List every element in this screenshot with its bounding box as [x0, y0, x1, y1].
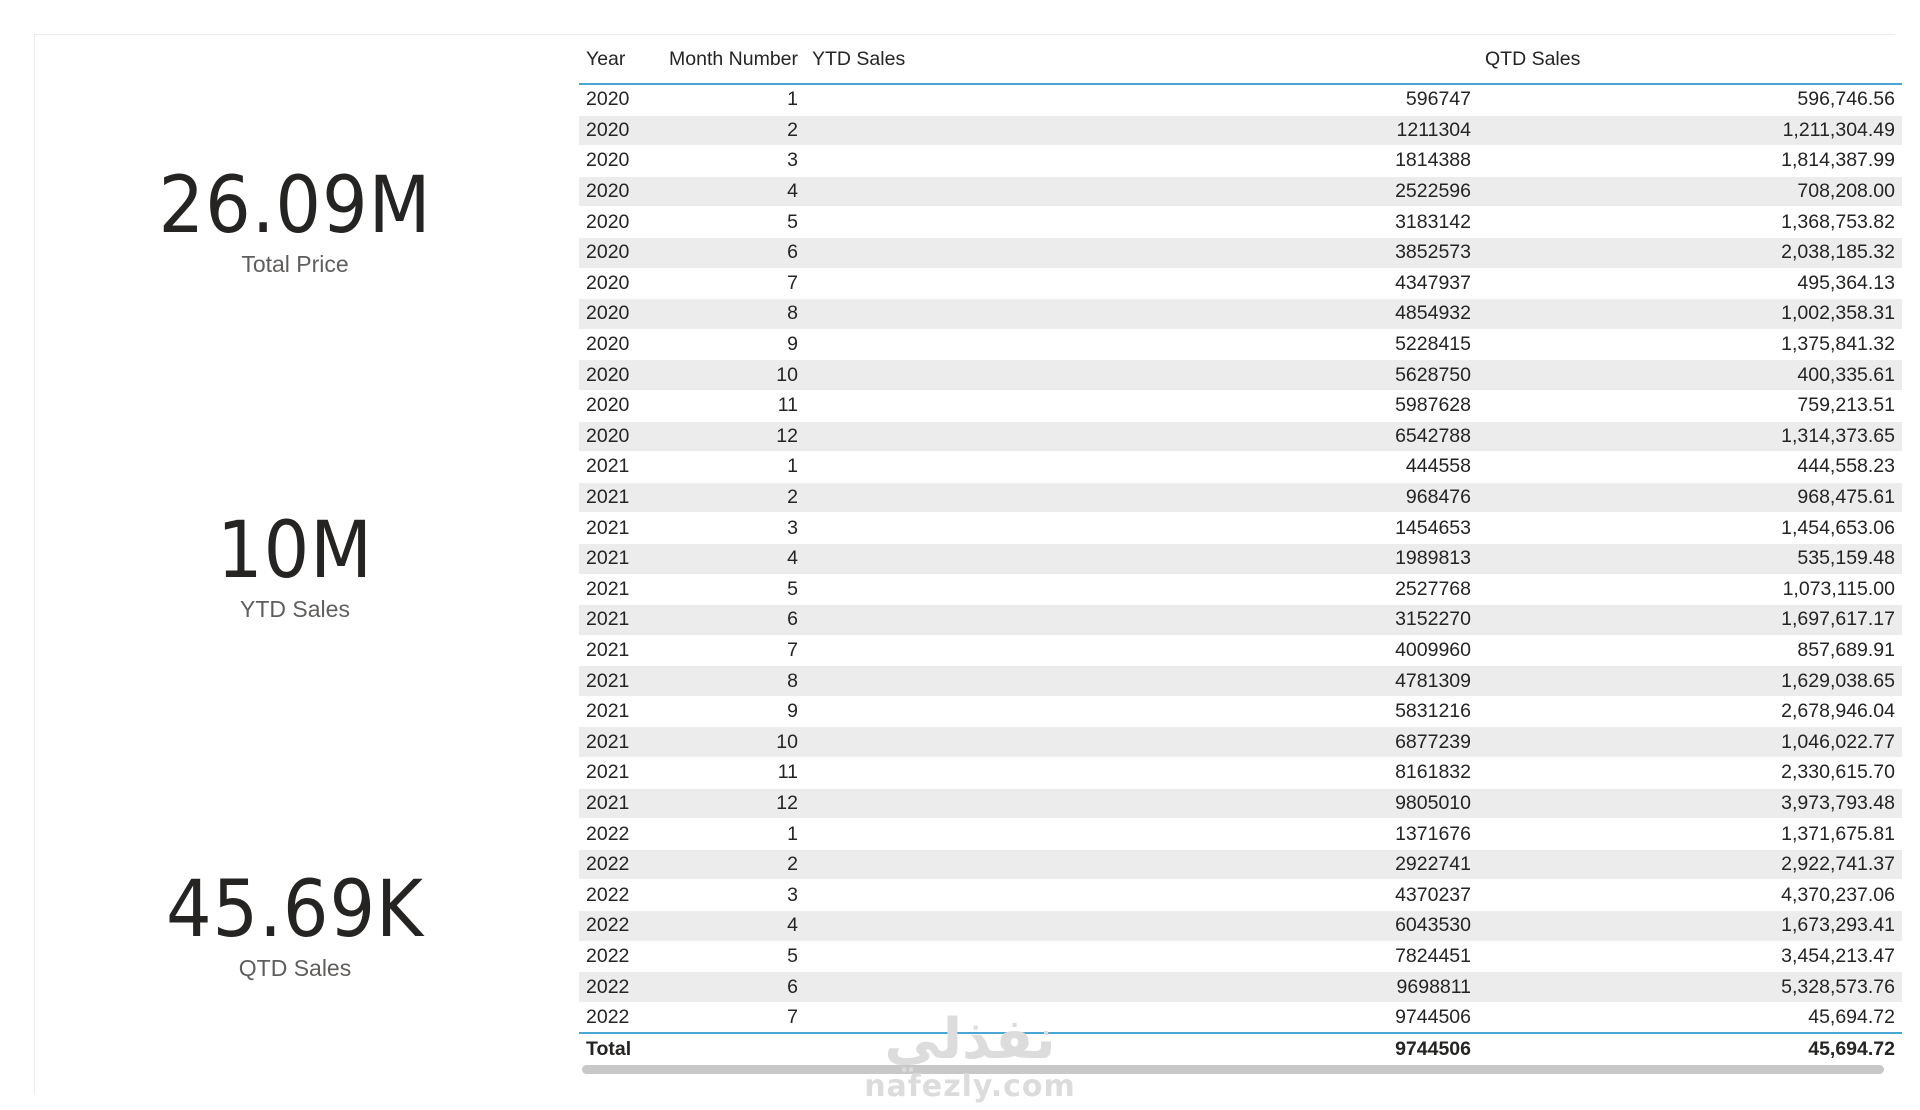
table-row[interactable] — [579, 880, 1902, 911]
table-row[interactable] — [579, 268, 1902, 299]
cell-month-number: 10 — [655, 360, 805, 391]
cell-year: 2022 — [579, 880, 655, 911]
kpi-label: QTD Sales — [238, 955, 352, 981]
table-row[interactable] — [579, 390, 1902, 421]
cell-month-number: 1 — [655, 452, 805, 483]
cell-year: 2020 — [579, 115, 655, 146]
cell-ytd-sales: 5628750 — [805, 360, 1478, 391]
cell-month-number: 5 — [655, 574, 805, 605]
table-row[interactable] — [579, 849, 1902, 880]
cell-ytd-sales: 9698811 — [805, 972, 1478, 1003]
table-row[interactable] — [579, 452, 1902, 483]
table-row[interactable] — [579, 482, 1902, 513]
cell-year: 2021 — [579, 482, 655, 513]
table-row[interactable] — [579, 758, 1902, 789]
cell-year: 2020 — [579, 421, 655, 452]
column-header-month-number[interactable]: Month Number — [655, 35, 805, 84]
kpi-value: 45.69K — [165, 865, 425, 955]
cell-month-number: 4 — [655, 543, 805, 574]
cell-month-number: 5 — [655, 207, 805, 238]
cell-qtd-sales: 2,922,741.37 — [1478, 849, 1902, 880]
cell-qtd-sales: 1,454,653.06 — [1478, 513, 1902, 544]
cell-qtd-sales: 1,673,293.41 — [1478, 911, 1902, 942]
cell-year: 2020 — [579, 176, 655, 207]
cell-qtd-sales: 1,046,022.77 — [1478, 727, 1902, 758]
cell-ytd-sales: 4370237 — [805, 880, 1478, 911]
cell-qtd-sales: 1,002,358.31 — [1478, 299, 1902, 330]
cell-month-number: 1 — [655, 84, 805, 115]
watermark-arabic: نفذلي — [884, 1007, 1056, 1072]
cell-ytd-sales: 9744506 — [805, 1002, 1478, 1033]
cell-qtd-sales: 857,689.91 — [1478, 635, 1902, 666]
cell-year: 2022 — [579, 1002, 655, 1033]
cell-ytd-sales: 5228415 — [805, 329, 1478, 360]
cell-month-number: 7 — [655, 635, 805, 666]
kpi-card-total-price[interactable] — [35, 163, 555, 278]
kpi-value: 26.09M — [158, 161, 432, 251]
cell-year: 2021 — [579, 543, 655, 574]
cell-year: 2022 — [579, 819, 655, 850]
cell-qtd-sales: 2,678,946.04 — [1478, 696, 1902, 727]
cell-qtd-sales: 1,375,841.32 — [1478, 329, 1902, 360]
cell-ytd-sales: 8161832 — [805, 758, 1478, 789]
sales-table-visual[interactable] — [555, 34, 1895, 1075]
column-header-qtd-sales-label: QTD Sales — [1485, 47, 1581, 70]
cell-ytd-sales: 9805010 — [805, 788, 1478, 819]
cell-qtd-sales: 535,159.48 — [1478, 543, 1902, 574]
cell-month-number: 9 — [655, 329, 805, 360]
cell-month-number: 8 — [655, 299, 805, 330]
cell-ytd-sales: 444558 — [805, 452, 1478, 483]
cell-qtd-sales: 3,454,213.47 — [1478, 941, 1902, 972]
cell-month-number: 7 — [655, 268, 805, 299]
table-row[interactable] — [579, 513, 1902, 544]
watermark-latin: nafezly.com — [864, 1069, 1076, 1104]
table-row[interactable] — [579, 666, 1902, 697]
cell-year: 2020 — [579, 299, 655, 330]
cell-month-number: 11 — [655, 758, 805, 789]
cell-ytd-sales: 5831216 — [805, 696, 1478, 727]
cell-ytd-sales: 2922741 — [805, 849, 1478, 880]
cell-month-number: 7 — [655, 1002, 805, 1033]
cell-year: 2020 — [579, 207, 655, 238]
cell-year: 2021 — [579, 788, 655, 819]
column-header-year[interactable]: Year — [579, 35, 655, 84]
cell-year: 2021 — [579, 758, 655, 789]
cell-year: 2021 — [579, 635, 655, 666]
cell-qtd-sales: 1,314,373.65 — [1478, 421, 1902, 452]
kpi-panel — [34, 34, 555, 1095]
cell-year: 2021 — [579, 696, 655, 727]
cell-ytd-sales: 3852573 — [805, 237, 1478, 268]
column-header-ytd-sales[interactable]: YTD Sales — [805, 35, 1478, 84]
header-row — [579, 35, 1902, 84]
cell-ytd-sales: 1814388 — [805, 146, 1478, 177]
cell-qtd-sales: 4,370,237.06 — [1478, 880, 1902, 911]
cell-year: 2021 — [579, 452, 655, 483]
cell-ytd-sales: 5987628 — [805, 390, 1478, 421]
cell-month-number: 2 — [655, 849, 805, 880]
cell-ytd-sales: 1211304 — [805, 115, 1478, 146]
table-row[interactable] — [579, 237, 1902, 268]
total-label: Total — [579, 1033, 655, 1065]
cell-qtd-sales: 5,328,573.76 — [1478, 972, 1902, 1003]
cell-ytd-sales: 596747 — [805, 84, 1478, 115]
cell-ytd-sales: 4781309 — [805, 666, 1478, 697]
cell-year: 2022 — [579, 972, 655, 1003]
table-row[interactable] — [579, 605, 1902, 636]
cell-qtd-sales: 495,364.13 — [1478, 268, 1902, 299]
cell-month-number: 9 — [655, 696, 805, 727]
table-row[interactable] — [579, 727, 1902, 758]
cell-qtd-sales: 1,629,038.65 — [1478, 666, 1902, 697]
cell-month-number: 6 — [655, 237, 805, 268]
cell-qtd-sales: 708,208.00 — [1478, 176, 1902, 207]
cell-ytd-sales: 1989813 — [805, 543, 1478, 574]
table-row[interactable] — [579, 696, 1902, 727]
horizontal-scrollbar[interactable] — [582, 1065, 1884, 1074]
cell-month-number: 6 — [655, 972, 805, 1003]
cell-ytd-sales: 3152270 — [805, 605, 1478, 636]
cell-qtd-sales: 3,973,793.48 — [1478, 788, 1902, 819]
cell-ytd-sales: 3183142 — [805, 207, 1478, 238]
cell-ytd-sales: 2527768 — [805, 574, 1478, 605]
sales-table — [579, 35, 1902, 1065]
table-row[interactable] — [579, 972, 1902, 1003]
table-row[interactable] — [579, 84, 1902, 115]
table-row[interactable] — [579, 788, 1902, 819]
cell-ytd-sales: 1371676 — [805, 819, 1478, 850]
cell-month-number: 3 — [655, 880, 805, 911]
table-row[interactable] — [579, 574, 1902, 605]
cell-year: 2020 — [579, 329, 655, 360]
cell-month-number: 1 — [655, 819, 805, 850]
cell-year: 2021 — [579, 574, 655, 605]
table-row[interactable] — [579, 543, 1902, 574]
table-row[interactable] — [579, 819, 1902, 850]
cell-month-number: 12 — [655, 421, 805, 452]
column-header-qtd-sales[interactable] — [1478, 35, 1902, 84]
cell-ytd-sales: 1454653 — [805, 513, 1478, 544]
table-row[interactable] — [579, 115, 1902, 146]
total-row — [579, 1033, 1902, 1065]
table-row[interactable] — [579, 146, 1902, 177]
cell-year: 2021 — [579, 666, 655, 697]
table-row[interactable] — [579, 1002, 1902, 1033]
cell-qtd-sales: 444,558.23 — [1478, 452, 1902, 483]
kpi-value: 10M — [217, 506, 373, 596]
cell-ytd-sales: 4009960 — [805, 635, 1478, 666]
cell-year: 2021 — [579, 513, 655, 544]
cell-year: 2021 — [579, 727, 655, 758]
table-row[interactable] — [579, 329, 1902, 360]
cell-ytd-sales: 6542788 — [805, 421, 1478, 452]
cell-month-number: 6 — [655, 605, 805, 636]
table-row[interactable] — [579, 635, 1902, 666]
cell-month-number: 5 — [655, 941, 805, 972]
cell-ytd-sales: 6877239 — [805, 727, 1478, 758]
table-row[interactable] — [579, 299, 1902, 330]
total-month-cell — [655, 1033, 805, 1065]
cell-qtd-sales: 596,746.56 — [1478, 84, 1902, 115]
cell-year: 2020 — [579, 360, 655, 391]
cell-month-number: 4 — [655, 911, 805, 942]
cell-ytd-sales: 2522596 — [805, 176, 1478, 207]
cell-month-number: 2 — [655, 115, 805, 146]
cell-qtd-sales: 1,368,753.82 — [1478, 207, 1902, 238]
cell-ytd-sales: 7824451 — [805, 941, 1478, 972]
cell-qtd-sales: 759,213.51 — [1478, 390, 1902, 421]
cell-qtd-sales: 2,330,615.70 — [1478, 758, 1902, 789]
cell-qtd-sales: 1,073,115.00 — [1478, 574, 1902, 605]
cell-month-number: 3 — [655, 146, 805, 177]
cell-year: 2020 — [579, 390, 655, 421]
cell-year: 2021 — [579, 605, 655, 636]
cell-qtd-sales: 1,814,387.99 — [1478, 146, 1902, 177]
cell-month-number: 10 — [655, 727, 805, 758]
cell-month-number: 8 — [655, 666, 805, 697]
table-body — [579, 84, 1902, 1033]
cell-qtd-sales: 968,475.61 — [1478, 482, 1902, 513]
table-row[interactable] — [579, 207, 1902, 238]
kpi-label: YTD Sales — [240, 596, 350, 622]
cell-month-number: 11 — [655, 390, 805, 421]
cell-ytd-sales: 4854932 — [805, 299, 1478, 330]
kpi-card-ytd-sales[interactable] — [35, 508, 555, 623]
total-ytd-sales: 9744506 — [805, 1033, 1478, 1065]
cell-ytd-sales: 4347937 — [805, 268, 1478, 299]
cell-month-number: 3 — [655, 513, 805, 544]
table-row[interactable] — [579, 176, 1902, 207]
total-qtd-sales: 45,694.72 — [1478, 1033, 1902, 1065]
table-row[interactable] — [579, 911, 1902, 942]
cell-qtd-sales: 45,694.72 — [1478, 1002, 1902, 1033]
kpi-label: Total Price — [241, 251, 349, 277]
cell-year: 2020 — [579, 84, 655, 115]
cell-year: 2020 — [579, 146, 655, 177]
cell-qtd-sales: 1,211,304.49 — [1478, 115, 1902, 146]
cell-year: 2020 — [579, 268, 655, 299]
cell-qtd-sales: 2,038,185.32 — [1478, 237, 1902, 268]
cell-year: 2022 — [579, 911, 655, 942]
table-row[interactable] — [579, 941, 1902, 972]
cell-month-number: 4 — [655, 176, 805, 207]
table-row[interactable] — [579, 360, 1902, 391]
cell-ytd-sales: 6043530 — [805, 911, 1478, 942]
table-row[interactable] — [579, 421, 1902, 452]
cell-qtd-sales: 1,371,675.81 — [1478, 819, 1902, 850]
cell-qtd-sales: 400,335.61 — [1478, 360, 1902, 391]
cell-month-number: 2 — [655, 482, 805, 513]
cell-qtd-sales: 1,697,617.17 — [1478, 605, 1902, 636]
cell-year: 2022 — [579, 849, 655, 880]
cell-year: 2020 — [579, 237, 655, 268]
cell-year: 2022 — [579, 941, 655, 972]
cell-month-number: 12 — [655, 788, 805, 819]
cell-ytd-sales: 968476 — [805, 482, 1478, 513]
kpi-card-qtd-sales[interactable] — [35, 867, 555, 982]
